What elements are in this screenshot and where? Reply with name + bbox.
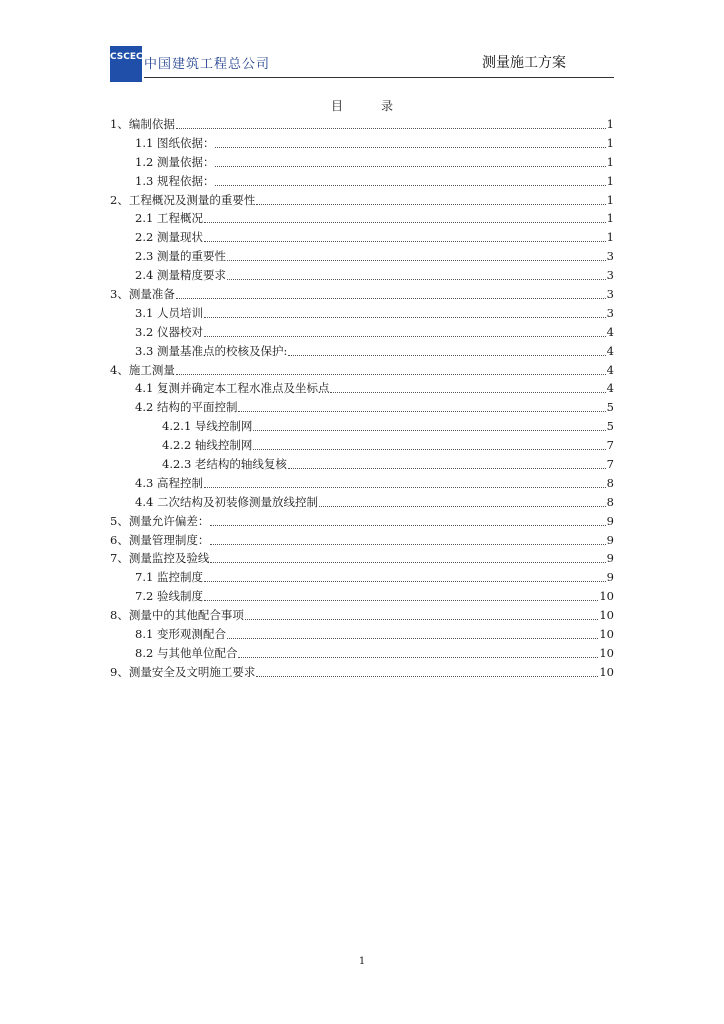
toc-entry-page: 1	[606, 230, 614, 245]
toc-entry[interactable]	[110, 285, 614, 304]
toc-entry-title: 5、测量允许偏差：	[110, 513, 210, 528]
toc-entry[interactable]	[110, 361, 614, 380]
document-title: 测量施工方案	[482, 55, 566, 71]
toc-entry-title: 2.2 测量现状	[135, 230, 203, 245]
toc-entry-title: 4.2 结构的平面控制	[135, 400, 238, 415]
toc-entry-title: 4.3 高程控制	[135, 475, 203, 490]
toc-entry-title: 4.2.3 老结构的轴线复核	[162, 457, 287, 472]
page-header	[110, 46, 614, 80]
toc-entry[interactable]	[110, 644, 614, 663]
toc-entry-page: 3	[606, 249, 614, 264]
toc-leader-dots	[204, 475, 606, 488]
toc-entry[interactable]	[110, 266, 614, 285]
toc-entry[interactable]	[110, 115, 614, 134]
toc-leader-dots	[176, 286, 606, 299]
toc-heading-left: 目	[330, 99, 343, 113]
toc-leader-dots	[210, 550, 605, 563]
toc-entry[interactable]	[110, 549, 614, 568]
toc-entry-page: 10	[599, 589, 614, 604]
toc-entry-title: 4、施工测量	[110, 362, 175, 377]
toc-entry[interactable]	[110, 493, 614, 512]
toc-entry[interactable]	[110, 568, 614, 587]
toc-entry-title: 9、测量安全及文明施工要求	[110, 664, 256, 679]
toc-entry-title: 8.1 变形观测配合	[135, 627, 226, 642]
toc-entry[interactable]	[110, 172, 614, 191]
toc-entry-title: 1.1 图纸依据：	[135, 135, 215, 150]
toc-entry[interactable]	[110, 304, 614, 323]
toc-leader-dots	[256, 664, 598, 677]
toc-entry[interactable]	[110, 398, 614, 417]
toc-leader-dots	[253, 437, 605, 450]
toc-entry-title: 3.2 仪器校对	[135, 324, 203, 339]
toc-entry[interactable]	[110, 587, 614, 606]
toc-entry-title: 3.3 测量基准点的校核及保护:	[135, 343, 288, 358]
toc-entry-page: 4	[606, 381, 614, 396]
toc-entry-title: 1、编制依据	[110, 117, 175, 131]
toc-entry-title: 2、工程概况及测量的重要性	[110, 192, 256, 207]
toc-entry-page: 1	[606, 135, 614, 150]
toc-entry-page: 3	[606, 305, 614, 320]
toc-entry-page: 10	[599, 645, 614, 660]
toc-entry[interactable]	[110, 323, 614, 342]
toc-entry-title: 8、测量中的其他配合事项	[110, 608, 244, 623]
toc-entry[interactable]	[110, 474, 614, 493]
toc-leader-dots	[215, 173, 605, 186]
toc-entry-page: 1	[606, 154, 614, 169]
header-divider	[144, 77, 614, 78]
toc-entry[interactable]	[110, 455, 614, 474]
toc-entry[interactable]	[110, 531, 614, 550]
toc-entry-page: 4	[606, 324, 614, 339]
toc-leader-dots	[330, 380, 605, 393]
toc-entry-page: 5	[606, 419, 614, 434]
toc-entry-title: 4.4 二次结构及初装修测量放线控制	[135, 494, 318, 509]
toc-entry-page: 1	[606, 211, 614, 226]
toc-entry[interactable]	[110, 153, 614, 172]
toc-entry-page: 10	[599, 627, 614, 642]
toc-entry-title: 2.4 测量精度要求	[135, 268, 226, 283]
toc-leader-dots	[204, 569, 606, 582]
toc-entry-page: 3	[606, 268, 614, 283]
toc-entry[interactable]	[110, 625, 614, 644]
toc-leader-dots	[288, 343, 605, 356]
logo-text: CSCEC	[110, 52, 143, 62]
toc-leader-dots	[204, 305, 606, 318]
toc-leader-dots	[238, 399, 605, 412]
toc-entry[interactable]	[110, 228, 614, 247]
toc-leader-dots	[215, 154, 605, 167]
toc-leader-dots	[176, 116, 606, 129]
toc-entry[interactable]	[110, 512, 614, 531]
toc-leader-dots	[204, 210, 606, 223]
toc-leader-dots	[319, 494, 606, 507]
toc-leader-dots	[238, 645, 598, 658]
toc-leader-dots	[245, 607, 599, 620]
toc-heading	[0, 97, 724, 114]
toc-entry[interactable]	[110, 663, 614, 682]
toc-leader-dots	[253, 418, 605, 431]
toc-entry-page: 1	[606, 117, 614, 131]
toc-entry-page: 4	[606, 343, 614, 358]
toc-entry-title: 7、测量监控及验线	[110, 551, 210, 566]
toc-entry[interactable]	[110, 342, 614, 361]
toc-entry-page: 9	[606, 570, 614, 585]
toc-leader-dots	[227, 267, 606, 280]
toc-heading-right: 录	[381, 99, 394, 113]
toc-leader-dots	[288, 456, 606, 469]
toc-leader-dots	[204, 324, 606, 337]
toc-entry-title: 8.2 与其他单位配合	[135, 645, 238, 660]
toc-leader-dots	[215, 135, 605, 148]
toc-entry-page: 9	[606, 513, 614, 528]
toc-entry-title: 7.2 验线制度	[135, 589, 203, 604]
toc-entry-page: 10	[599, 664, 614, 679]
toc-entry[interactable]	[110, 247, 614, 266]
toc-entry-title: 4.2.1 导线控制网	[162, 419, 253, 434]
toc-entry[interactable]	[110, 606, 614, 625]
page-number: 1	[358, 956, 366, 967]
toc-entry-page: 7	[606, 457, 614, 472]
toc-entry[interactable]	[110, 417, 614, 436]
toc-entry[interactable]	[110, 379, 614, 398]
toc-entry-page: 7	[606, 438, 614, 453]
toc-entry[interactable]	[110, 134, 614, 153]
toc-entry-page: 3	[606, 287, 614, 302]
toc-leader-dots	[227, 626, 598, 639]
toc-leader-dots	[204, 588, 598, 601]
toc-entry-page: 4	[606, 362, 614, 377]
toc-entry[interactable]	[110, 436, 614, 455]
toc-entry-title: 4.1 复测并确定本工程水准点及坐标点	[135, 381, 330, 396]
toc-entry-page: 5	[606, 400, 614, 415]
table-of-contents	[110, 115, 614, 682]
toc-entry-page: 1	[606, 173, 614, 188]
toc-entry-title: 1.3 规程依据：	[135, 173, 215, 188]
toc-entry[interactable]	[110, 209, 614, 228]
toc-leader-dots	[256, 192, 605, 205]
toc-entry-title: 4.2.2 轴线控制网	[162, 438, 253, 453]
toc-leader-dots	[210, 532, 605, 545]
toc-entry-title: 1.2 测量依据：	[135, 154, 215, 169]
toc-entry-title: 2.1 工程概况	[135, 211, 203, 226]
toc-entry-title: 3.1 人员培训	[135, 305, 203, 320]
toc-entry-page: 10	[599, 608, 614, 623]
toc-entry-page: 8	[606, 475, 614, 490]
toc-entry-page: 8	[606, 494, 614, 509]
toc-leader-dots	[204, 229, 606, 242]
toc-entry-title: 3、测量准备	[110, 287, 175, 302]
toc-leader-dots	[210, 513, 605, 526]
toc-entry-title: 7.1 监控制度	[135, 570, 203, 585]
toc-entry-page: 9	[606, 551, 614, 566]
company-name: 中国建筑工程总公司	[144, 57, 271, 72]
toc-entry-page: 9	[606, 532, 614, 547]
company-logo	[110, 46, 142, 82]
toc-leader-dots	[227, 248, 606, 261]
toc-entry-title: 6、测量管理制度：	[110, 532, 210, 547]
toc-entry[interactable]	[110, 191, 614, 210]
toc-entry-title: 2.3 测量的重要性	[135, 249, 226, 264]
toc-entry-page: 1	[606, 192, 614, 207]
toc-leader-dots	[176, 362, 606, 375]
